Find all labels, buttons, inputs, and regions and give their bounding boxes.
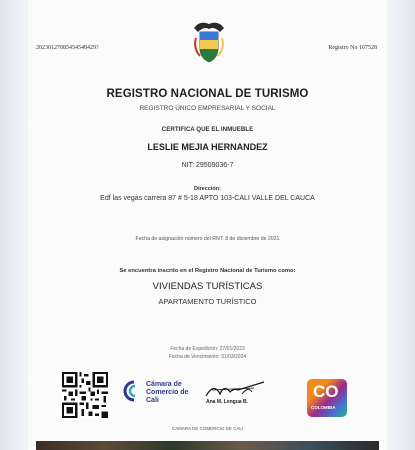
- right-background: [387, 0, 415, 450]
- address-value: Edf las vegas carrera 87 # 5-18 APTO 103-CALI VALLE DEL CAUCA: [100, 195, 315, 202]
- category: VIVIENDAS TURÍSTICAS: [152, 281, 263, 292]
- subcategory: APARTAMENTO TURÍSTICO: [158, 297, 257, 306]
- signature-name: Ana M. Lengua B.: [206, 399, 248, 405]
- qr-code-icon[interactable]: [62, 372, 108, 418]
- certificate-code: 20230127085454548429?: [36, 45, 99, 51]
- registered-as-text: Se encuentra inscrito en el Registro Nacional de Turismo como:: [119, 268, 296, 274]
- colombia-coat-of-arms-icon: [190, 18, 228, 64]
- certifies-text: CERTIFICA QUE EL INMUEBLE: [161, 126, 254, 133]
- register-number: Registro No 107528: [328, 45, 377, 51]
- certificate-title: REGISTRO NACIONAL DE TURISMO: [106, 88, 309, 100]
- certificate-subtitle: REGISTRO ÚNICO EMPRESARIAL Y SOCIAL: [139, 105, 276, 112]
- camara-comercio-logo-icon: [120, 378, 140, 404]
- camara-name-line2: Comercio de: [146, 389, 189, 396]
- bottom-photo-strip: [36, 441, 379, 450]
- certificate-page: [28, 0, 387, 450]
- camara-name-line1: Cámara de: [146, 381, 182, 388]
- issue-date: Fecha de Expedición: 27/01/2023: [170, 346, 245, 352]
- nit-number: NIT: 29509036-7: [181, 162, 234, 169]
- expiry-date: Fecha de Vencimiento: 31/03/2024: [168, 354, 247, 360]
- issuer-footer: CAMARA DE COMERCIO DE CALI: [171, 426, 244, 431]
- signature-image: [204, 378, 268, 400]
- holder-name: LESLIE MEJIA HERNANDEZ: [147, 142, 268, 152]
- assignment-date: Fecha de asignación número del RNT: 8 de diciembre de 2021: [135, 236, 280, 242]
- address-label: Dirección:: [194, 186, 221, 192]
- co-logo-text: CO: [313, 382, 339, 401]
- camara-name-line3: Cali: [146, 397, 159, 404]
- co-logo-subtext: COLOMBIA: [311, 405, 336, 410]
- left-background: [0, 0, 28, 450]
